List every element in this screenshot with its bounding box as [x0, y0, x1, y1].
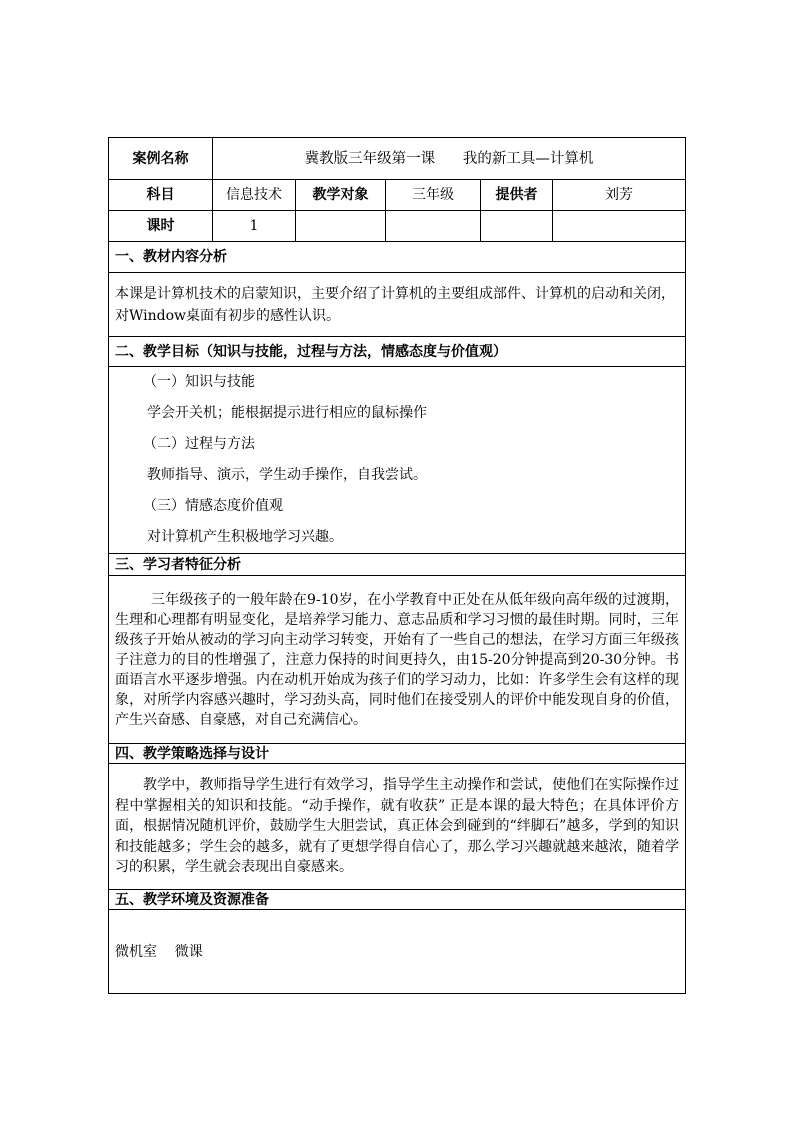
goal-item: （三）情感态度价值观 — [143, 498, 283, 514]
section-2-title: 二、教学目标（知识与技能，过程与方法，情感态度与价值观） — [109, 337, 686, 367]
section-4-text: 教学中，教师指导学生进行有效学习，指导学生主动操作和尝试，使他们在实际操作过程中掌握相关的知识和技能。“动手操作，就有收获” 正是本课的最大特色；在具体评价方面，根据情况随机评价，鼓励学生大胆尝试，真正体会到碰到的“绊脚石”越多，学到的知识和技能越多；学生会的越多，就有了更想学得自信心了，那么学习兴趣就越来越浓，随着学习的积累，学生就会表现出自豪感来。 — [109, 764, 686, 890]
section-3-text: 三年级孩子的一般年龄在9-10岁，在小学教育中正处在从低年级向高年级的过渡期，生理和心理都有明显变化，是培养学习能力、意志品质和学习习惯的最佳时期。同时，三年级孩子开始从被动的学习向主动学习转变，开始有了一些自己的想法，在学习方面三年级孩子注意力的目的性增强了，注意力保持的时间更持久，由15-20分钟提高到20-30分钟。书面语言水平逐步增强。内在动机开始成为孩子们的学习动力，比如：许多学生会有这样的现象，对所学内容感兴趣时，学习劲头高，同时他们在接受别人的评价中能发现自身的价值，产生兴奋感、自豪感，对自己充满信心。 — [109, 576, 686, 744]
section-5-title: 五、教学环境及资源准备 — [109, 890, 686, 910]
section-1-text: 本课是计算机技术的启蒙知识，主要介绍了计算机的主要组成部件、计算机的启动和关闭，对Window桌面有初步的感性认识。 — [109, 273, 686, 337]
subject-label: 科目 — [109, 180, 213, 211]
goal-item: 对计算机产生积极地学习兴趣。 — [147, 529, 343, 545]
audience-label: 教学对象 — [296, 180, 386, 211]
section-5-text: 微机室 微课 — [109, 910, 686, 994]
goal-item: （一）知识与技能 — [143, 374, 255, 390]
section-2-goals — [109, 367, 686, 554]
case-name-value: 冀教版三年级第一课 我的新工具—计算机 — [213, 138, 686, 180]
provider-label: 提供者 — [481, 180, 553, 211]
empty-cell — [386, 211, 481, 242]
subject-value: 信息技术 — [213, 180, 296, 211]
case-name-label: 案例名称 — [109, 138, 213, 180]
section-4-title: 四、教学策略选择与设计 — [109, 744, 686, 764]
goal-item: （二）过程与方法 — [143, 436, 255, 452]
audience-value: 三年级 — [386, 180, 481, 211]
empty-cell — [481, 211, 553, 242]
lesson-plan-table — [108, 137, 686, 994]
period-label: 课时 — [109, 211, 213, 242]
empty-cell — [296, 211, 386, 242]
goal-item: 学会开关机；能根据提示进行相应的鼠标操作 — [147, 405, 427, 421]
section-3-title: 三、学习者特征分析 — [109, 554, 686, 576]
section-1-title: 一、教材内容分析 — [109, 242, 686, 273]
goal-item: 教师指导、演示，学生动手操作，自我尝试。 — [147, 467, 427, 483]
empty-cell — [553, 211, 686, 242]
provider-value: 刘芳 — [553, 180, 686, 211]
period-value: 1 — [213, 211, 296, 242]
